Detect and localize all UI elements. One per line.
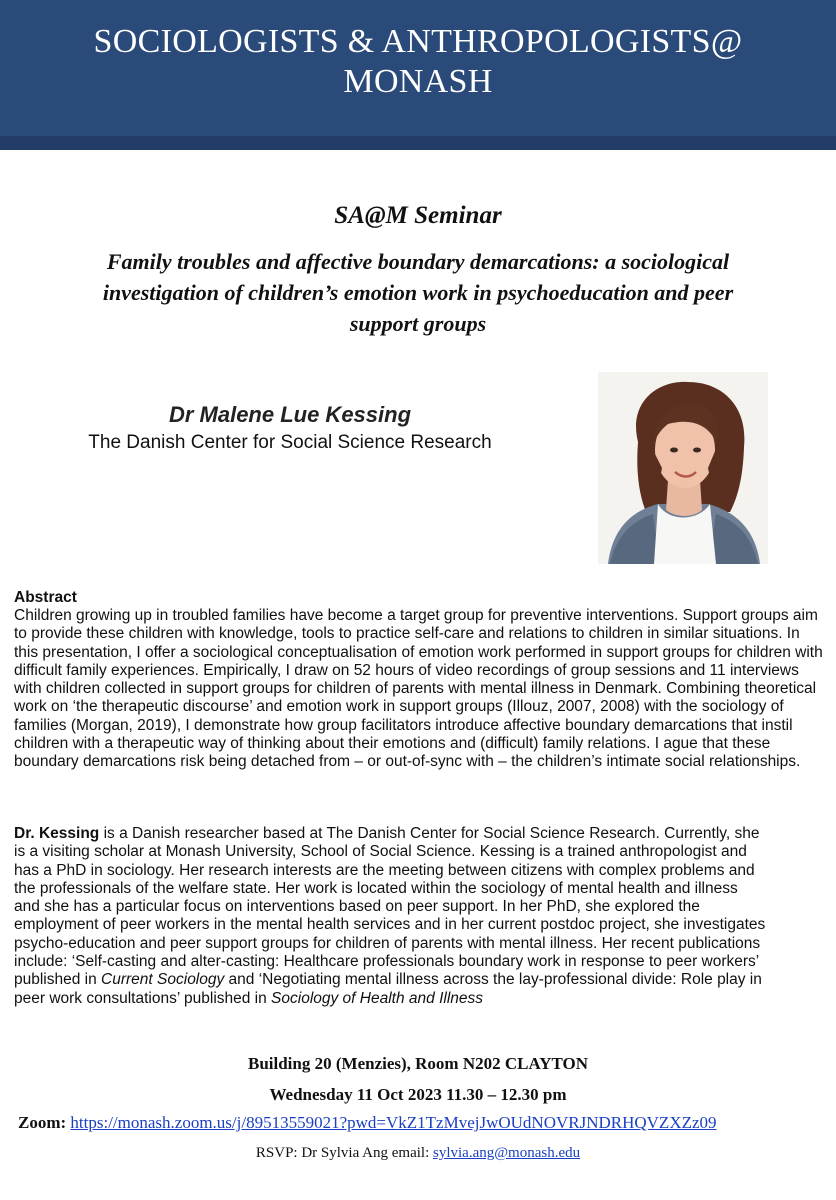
bio-line: include: ‘Self-casting and alter-casting: Healthcare professionals boundary work in response to peer workers’ bbox=[14, 953, 760, 971]
bio-line: has a PhD in sociology. Her research interests are the meeting between citizens with complex problems and bbox=[14, 861, 755, 879]
speaker-photo bbox=[598, 372, 768, 564]
rsvp-label: RSVP: Dr Sylvia Ang email: bbox=[255, 1145, 433, 1161]
bio-line bbox=[14, 825, 836, 843]
event-datetime: Wednesday 11 Oct 2023 11.30 – 12.30 pm bbox=[269, 1085, 567, 1104]
zoom-label: Zoom: bbox=[18, 1113, 67, 1132]
talk-title-line1: Family troubles and affective boundary demarcations: a sociological bbox=[106, 249, 730, 274]
speaker-portrait-illustration bbox=[598, 372, 768, 564]
journal-current-sociology: Current Sociology bbox=[101, 971, 225, 989]
talk-title bbox=[20, 246, 816, 339]
event-venue: Building 20 (Menzies), Room N202 CLAYTON bbox=[247, 1054, 589, 1073]
bio-line: psycho-education and peer support groups for children of parents with mental illness. Her recent publications bbox=[14, 934, 761, 952]
banner-title-line1: SOCIOLOGISTS & ANTHROPOLOGISTS@ bbox=[93, 23, 743, 60]
journal-sociology-health-illness: Sociology of Health and Illness bbox=[271, 989, 484, 1007]
talk-title-line3: support groups bbox=[349, 311, 487, 336]
bio-line bbox=[14, 971, 836, 989]
bio-line: and she has a particular focus on interventions based on peer support. In her PhD, she explored the bbox=[14, 898, 700, 916]
zoom-link[interactable]: https://monash.zoom.us/j/89513559021?pwd=VkZ1TzMvejJwOUdNOVRJNDRHQVZXZz09 bbox=[70, 1113, 717, 1132]
bio-line: employment of peer workers in the mental health services and in her current postdoc project, she investigates bbox=[14, 916, 766, 934]
abstract-text: Children growing up in troubled families have become a target group for preventive interventions. Support groups aim to provide these children with knowledge, tools to practice self-care and relations to children in similar situations. In this presentation, I offer a sociological conceptualisation of emotion work performed in support groups for children with difficult family experiences. Empirically, I draw on 52 hours of video recordings of group sessions and 11 interviews with children collected in support groups for children of parents with mental illness in Denmark. Combining theoretical work on ‘the therapeutic discourse’ and emotion work in support groups (Illouz, 2007, 2008) with the sociology of families (Morgan, 2019), I demonstrate how group facilitators introduce affective boundary demarcations that instil children with a therapeutic way of thinking about their emotions and (difficult) family relations. I ague that these boundary demarcations risk being detached from – or out-of-sync with – the children’s intimate social relationships. bbox=[14, 607, 823, 771]
abstract-heading: Abstract bbox=[14, 589, 77, 606]
rsvp-info bbox=[0, 1145, 836, 1162]
bio-line: the professionals of the welfare state. Her work is located within the sociology of mental health and illness bbox=[14, 879, 738, 897]
bio-text: and ‘Negotiating mental illness across the lay-professional divide: Role play in bbox=[224, 971, 762, 989]
bio-text: peer work consultations’ published in bbox=[14, 989, 272, 1007]
speaker-bio bbox=[14, 825, 836, 1008]
banner-shade bbox=[0, 136, 836, 150]
speaker-affiliation: The Danish Center for Social Science Research bbox=[88, 432, 492, 453]
bio-text: published in bbox=[14, 971, 102, 989]
header-banner bbox=[0, 0, 836, 150]
talk-title-line2: investigation of children’s emotion work in psychoeducation and peer bbox=[102, 280, 734, 305]
bio-text: is a Danish researcher based at The Danish Center for Social Science Research. Currently, she bbox=[99, 825, 760, 842]
banner-title-line2: MONASH bbox=[343, 63, 493, 100]
bio-line: is a visiting scholar at Monash University, School of Social Science. Kessing is a trained anthropologist and bbox=[14, 843, 747, 861]
bio-name: Dr. Kessing bbox=[14, 825, 100, 842]
zoom-info bbox=[18, 1113, 836, 1133]
rsvp-email-link[interactable]: sylvia.ang@monash.edu bbox=[432, 1145, 581, 1161]
bio-line bbox=[14, 990, 836, 1008]
banner-title bbox=[0, 22, 836, 102]
speaker-name: Dr Malene Lue Kessing bbox=[168, 402, 412, 427]
seminar-label: SA@M Seminar bbox=[334, 202, 502, 229]
